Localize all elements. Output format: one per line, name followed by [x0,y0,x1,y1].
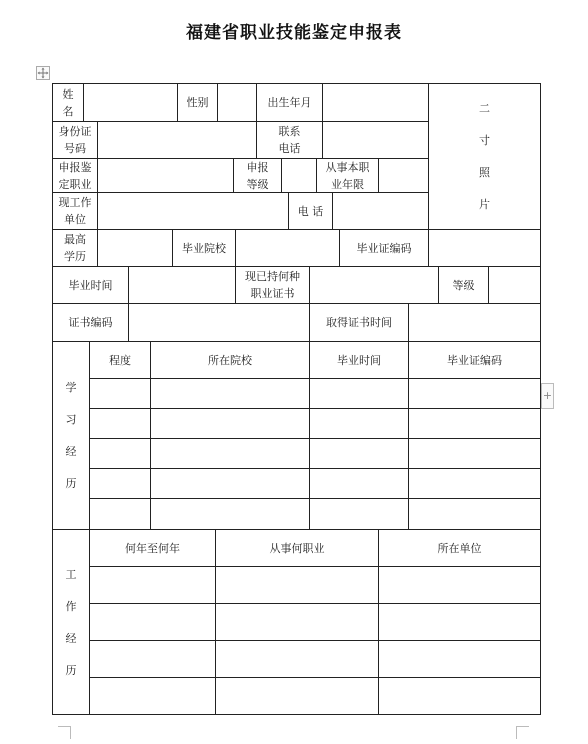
certificate-time-field[interactable] [409,304,540,341]
study-degree-header-text: 程度 [109,353,131,367]
grade-field[interactable] [489,267,540,303]
grade-label-text: 等级 [452,278,475,292]
photo-box-line: 二 [479,102,490,115]
study-history-cell[interactable] [409,499,540,529]
study-history-side-label-line: 学 [65,381,77,394]
contact-phone-field[interactable] [323,122,428,158]
id-number-label-line: 身份证 [58,125,92,138]
study-history-cell[interactable] [151,409,309,438]
study-school-header-text: 所在院校 [208,353,252,367]
study-history-cell[interactable] [409,469,540,498]
study-school-header [151,342,309,378]
study-history-cell[interactable] [409,379,540,408]
name-label-line: 名 [62,104,74,118]
name-field[interactable] [84,84,177,121]
graduate-school-label-text: 毕业院校 [182,241,226,255]
graduate-time-field[interactable] [129,267,235,303]
current-certificate-field[interactable] [310,267,438,303]
phone-field[interactable] [333,193,428,229]
id-number-label [53,122,97,158]
certificate-time-label [310,304,408,341]
study-history-side-label [53,342,89,529]
work-history-side-label-line: 作 [65,599,77,613]
work-history-cell[interactable] [379,678,540,714]
photo-box-line: 照 [479,166,490,179]
apply-level-label-line: 申报 [246,160,269,174]
table-border-h [52,714,541,715]
contact-phone-label [257,122,322,158]
education-label [53,230,97,266]
work-occupation-header [216,530,378,566]
graduate-school-label [173,230,235,266]
phone-label-text: 电 话 [297,204,324,218]
study-history-cell[interactable] [151,379,309,408]
diploma-number-label-text: 毕业证编码 [356,241,412,255]
current-certificate-label-line: 现已持何种 [245,270,300,283]
birth-field[interactable] [323,84,428,121]
years-in-occupation-label-line: 业年限 [331,177,364,191]
work-history-cell[interactable] [216,678,378,714]
study-history-cell[interactable] [90,499,150,529]
work-occupation-header-text: 从事何职业 [269,541,325,555]
apply-occupation-label-line: 定职业 [58,177,92,191]
study-history-cell[interactable] [310,499,408,529]
study-history-cell[interactable] [90,379,150,408]
work-history-cell[interactable] [379,567,540,603]
work-history-cell[interactable] [379,604,540,640]
page-corner-mark [58,726,71,739]
table-border-v [540,83,541,715]
apply-level-field[interactable] [282,159,316,192]
certificate-number-field[interactable] [129,304,309,341]
gender-label-text: 性别 [186,96,209,109]
work-history-cell[interactable] [90,641,215,677]
current-certificate-label-line: 职业证书 [250,287,295,300]
name-label-line: 姓 [62,87,74,101]
photo-box-line: 寸 [479,134,490,147]
page-title: 福建省职业技能鉴定申报表 [186,23,402,43]
study-history-cell[interactable] [409,439,540,468]
education-label-line: 最高 [64,233,86,246]
years-in-occupation-label [317,159,378,192]
work-history-side-label-line: 工 [65,567,77,581]
work-period-header [90,530,215,566]
study-history-cell[interactable] [151,439,309,468]
work-history-cell[interactable] [216,604,378,640]
certificate-time-label-text: 取得证书时间 [326,316,392,329]
photo-box-line: 片 [479,198,490,211]
birth-label-text: 出生年月 [267,96,312,109]
work-unit-field[interactable] [98,193,288,229]
study-history-cell[interactable] [151,469,309,498]
study-history-cell[interactable] [310,439,408,468]
contact-phone-label-line: 联系 [278,125,301,138]
work-history-side-label-line: 经 [65,631,77,645]
study-history-side-label-line: 习 [65,413,77,426]
apply-level-label-line: 等级 [246,177,269,191]
add-column-icon[interactable]: + [541,383,554,409]
work-unit-header-text: 所在单位 [437,541,482,555]
work-history-cell[interactable] [379,641,540,677]
study-history-side-label-line: 历 [65,477,77,490]
study-history-cell[interactable] [310,379,408,408]
work-history-cell[interactable] [90,678,215,714]
study-history-cell[interactable] [409,409,540,438]
graduate-school-field[interactable] [236,230,339,266]
work-history-cell[interactable] [216,641,378,677]
work-unit-label-line: 单位 [64,213,86,226]
years-in-occupation-label-line: 从事本职 [325,160,370,174]
current-certificate-label [236,267,309,303]
work-unit-header [379,530,540,566]
study-diploma-number-header-text: 毕业证编码 [447,353,502,367]
education-field[interactable] [98,230,172,266]
page-corner-mark [516,726,529,739]
graduate-time-label [53,267,128,303]
apply-occupation-label-line: 申报鉴 [58,160,92,174]
apply-occupation-label [53,159,97,192]
graduate-time-label-text: 毕业时间 [68,278,113,292]
study-history-cell[interactable] [310,409,408,438]
study-history-cell[interactable] [90,409,150,438]
study-history-cell[interactable] [310,469,408,498]
work-history-cell[interactable] [90,604,215,640]
grade-label [439,267,488,303]
study-graduate-time-header-text: 毕业时间 [337,353,381,367]
diploma-number-field[interactable] [429,230,540,266]
education-label-line: 学历 [64,250,86,263]
work-history-cell[interactable] [216,567,378,603]
work-history-side-label [53,530,89,714]
work-unit-label [53,193,97,229]
phone-label [289,193,332,229]
gender-field[interactable] [218,84,256,121]
contact-phone-label-line: 电话 [278,142,301,155]
work-period-header-text: 何年至何年 [125,541,180,555]
study-graduate-time-header [310,342,408,378]
apply-level-label [234,159,281,192]
gender-label [178,84,217,121]
study-history-cell[interactable] [90,439,150,468]
study-history-cell[interactable] [90,469,150,498]
work-history-side-label-line: 历 [65,663,77,677]
study-history-cell[interactable] [151,499,309,529]
photo-box [429,84,540,229]
study-diploma-number-header [409,342,540,378]
id-number-field[interactable] [98,122,256,158]
study-degree-header [90,342,150,378]
birth-label [257,84,322,121]
certificate-number-label-text: 证书编码 [68,316,113,329]
work-history-cell[interactable] [90,567,215,603]
years-in-occupation-field[interactable] [379,159,428,192]
name-label [53,84,83,121]
work-unit-label-line: 现工作 [58,196,92,209]
diploma-number-label [340,230,428,266]
study-history-side-label-line: 经 [65,445,77,458]
certificate-number-label [53,304,128,341]
id-number-label-line: 号码 [64,142,86,155]
apply-occupation-field[interactable] [98,159,233,192]
